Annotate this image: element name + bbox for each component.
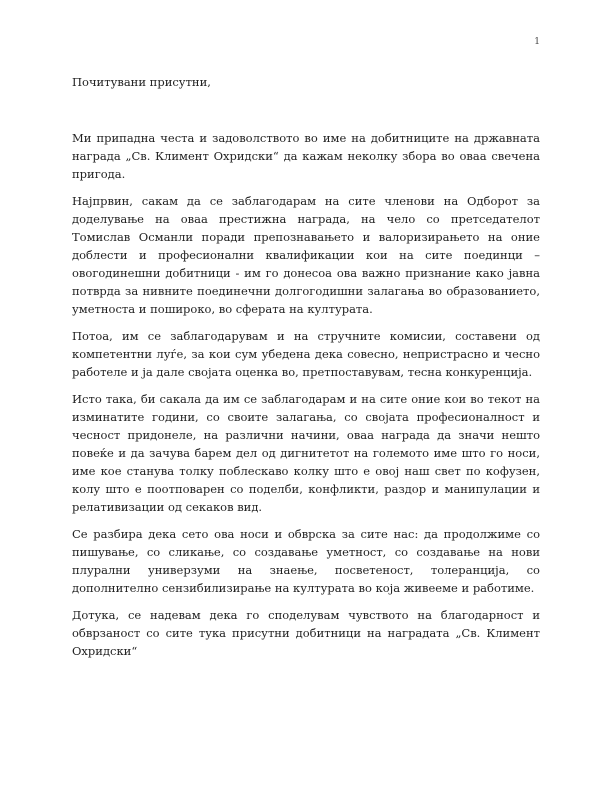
paragraph: Ми припадна честа и задоволството во име на добитниците на државната награда „Св. Климент Охридски“ да кажам неколку збора во оваа свечена пригода. [72,131,540,181]
greeting: Почитувани присутни, [72,75,211,89]
paragraph: Потоа, им се заблагодарувам и на стручните комисии, составени од компетентни луѓе, за кои сум убедена дека совесно, непристрасно и чесно работеле и ја дале својата оценка во, претпоставувам, тесна конкуренција. [72,329,540,379]
paragraph: Дотука, се надевам дека го споделувам чувството на благодарност и обврзаност со сите тука присутни добитници на наградата „Св. Климент Охридски“ [72,608,540,658]
document-body [72,129,540,669]
page-number: 1 [534,37,540,47]
paragraph: Исто така, би сакала да им се заблагодарам и на сите оние кои во текот на изминатите години, со своите залагања, со својата професионалност и чесност придонеле, на различни начини, оваа награда да значи нешто повеќе и да зачува барем дел од дигнитетот на големото име што го носи, име кое станува толку поблескаво колку што е овој наш свет по кофузен, колу што е поотповарен со поделби, конфликти, раздор и манипулации и релативизации од секаков вид. [72,392,540,514]
paragraph: Се разбира дека сето ова носи и обврска за сите нас: да продолжиме со пишување, со сликање, со создавање уметност, со создавање на нови плурални универзуми на знаење, посветеност, толеранција, со дополнително сензибилизирање на културата во која живееме и работиме. [72,527,540,595]
paragraph: Најпрвин, сакам да се заблагодарам на сите членови на Одборот за доделување на оваа престижна награда, на чело со претседателот Томислав Османли поради препознавањето и валоризирањето на оние доблести и професионални квалификации кои на сите поединци – овогодинешни добитници - им го донесоа ова важно признание како јавна потврда за нивните поединечни долгогодишни залагања во образованието, уметноста и пошироко, во сферата на културата. [72,194,540,316]
